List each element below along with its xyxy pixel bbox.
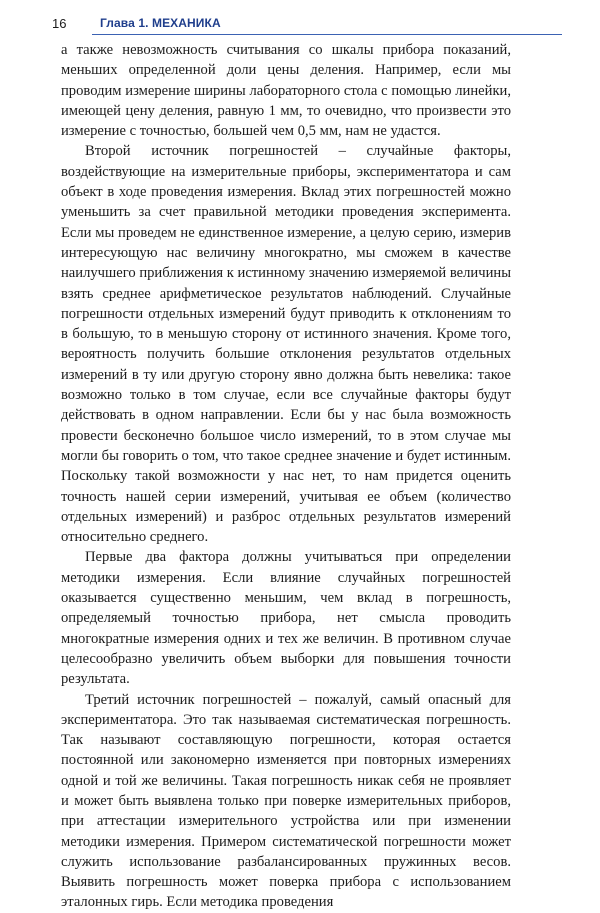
paragraph-methodology: Первые два фактора должны учитываться при определении методики измерения. Если влияние случайных погрешностей оказывается существенно меньшим, чем вклад в погрешность, определяемый точностью прибора, нет смысла проводить многократные измерения одних и тех же величин. В противном случае целесообразно увеличить объем выборки для повышения точности результата. xyxy=(61,549,511,688)
paragraph-continuation: а также невозможность считывания со шкалы прибора показаний, меньших определенной доли цены деления. Например, если мы проводим измерение ширины лабораторного стола с помощью линейки, имеющей цену деления, равную 1 мм, то очевидно, что произвести это измерение с точностью, большей чем 0,5 мм, нам не удастся. xyxy=(61,42,511,140)
page-header xyxy=(52,10,562,40)
page-number: 16 xyxy=(52,16,67,31)
paragraph-systematic-errors: Третий источник погрешностей – пожалуй, самый опасный для экспериментатора. Это так называемая систематическая погрешность. Так называют составляющую погрешности, которая остается постоянной или закономерно изменяется при повторных измерениях одной и той же величины. Такая погрешность никак себя не проявляет и может быть выявлена только при поверке измерительных приборов, при аттестации измерительного устройства или при изменении методики измерения. Примером систематической погрешности может служить использование разбалансированных пружинных весов. Выявить погрешность может поверка прибора с использованием эталонных гирь. Если методика проведения xyxy=(61,691,511,911)
header-rule xyxy=(92,34,562,35)
chapter-running-title: Глава 1. МЕХАНИКА xyxy=(100,16,221,30)
body-text xyxy=(61,40,511,913)
paragraph-random-errors: Второй источник погрешностей – случайные факторы, воздействующие на измерительные приборы, экспериментатора и сам объект в ходе проведения измерения. Вклад этих погрешностей можно уменьшить за счет правильной методики проведения эксперимента. Если мы проведем не единственное измерение, а целую серию, измерив интересующую нас величину многократно, мы сможем в качестве наилучшего приближения к истинному значению измеряемой величины взять среднее арифметическое результатов наблюдений. Случайные погрешности отдельных измерений будут приводить к отклонениям то в большую, то в меньшую сторону от истинного значения. Кроме того, вероятность получить большие отклонения результатов отдельных измерений в ту или другую сторону явно должна быть невелика: такое возможно только в том случае, если все случайные факторы будут действовать в одном направлении. Если бы у нас была возможность провести бесконечно большое число измерений, то в этом случае мы могли бы говорить о том, что такое среднее значение и будет истинным. Поскольку такой возможности у нас нет, то нам придется оценить точность нашей серии измерений, учитывая ее объем (количество отдельных измерений) и разброс отдельных результатов измерений относительно среднего. xyxy=(61,143,511,546)
